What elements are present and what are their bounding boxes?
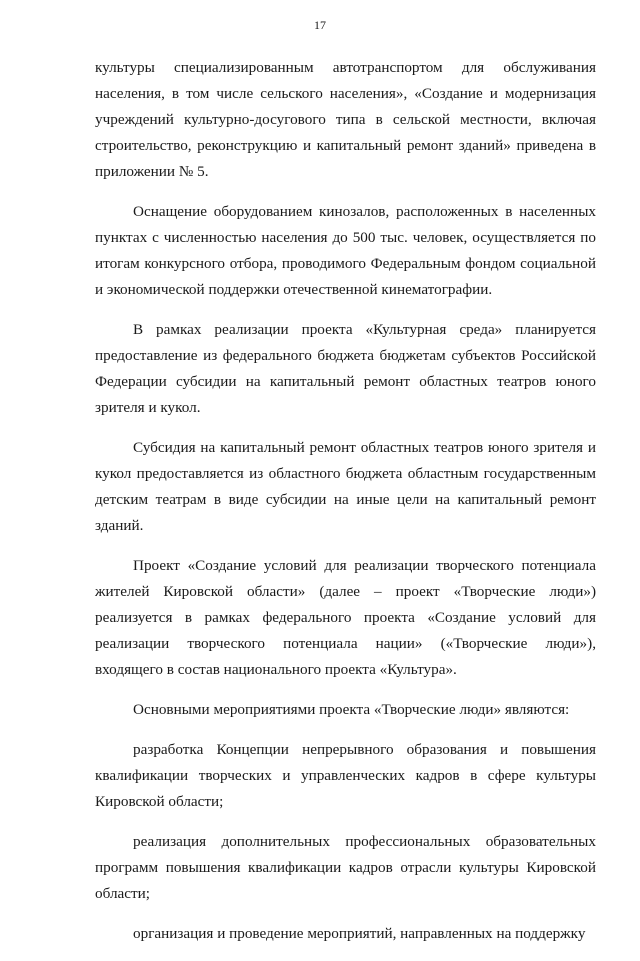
paragraph-theater-subsidy: Субсидия на капитальный ремонт областных театров юного зрителя и кукол предоставляется из областного бюджета областным государственным детским театрам в виде субсидии на иные цели на капитальный ремонт зданий.: [95, 439, 596, 534]
paragraph-main-activities-intro: Основными мероприятиями проекта «Творческие люди» являются:: [133, 701, 570, 718]
list-item-training-programs: реализация дополнительных профессиональных образовательных программ повышения квалификации кадров отрасли культуры Кировской области;: [95, 833, 596, 902]
paragraph-cinema-equipment: Оснащение оборудованием кинозалов, расположенных в населенных пунктах с численностью населения до 500 тыс. человек, осуществляется по итогам конкурсного отбора, проводимого Федеральным фондом социальной и экономической поддержки отечественной кинематографии.: [95, 203, 596, 298]
paragraph-creative-people-project: Проект «Создание условий для реализации творческого потенциала жителей Кировской области» (далее – проект «Творческие люди») реализуется в рамках федерального проекта «Создание условий для реализации творческого потенциала нации» («Творческие люди»), входящего в состав национального проекта «Культура».: [95, 557, 596, 678]
list-item-concept-development: разработка Концепции непрерывного образования и повышения квалификации творческих и управленческих кадров в сфере культуры Кировской области;: [95, 741, 596, 810]
list-item-events-organization: организация и проведение мероприятий, направленных на поддержку: [133, 925, 586, 942]
document-body: [95, 55, 596, 961]
paragraph-cultural-environment: В рамках реализации проекта «Культурная среда» планируется предоставление из федерального бюджета бюджетам субъектов Российской Федерации субсидии на капитальный ремонт областных театров юного зрителя и кукол.: [95, 321, 596, 416]
page-number: 17: [314, 18, 326, 32]
paragraph-continuation: культуры специализированным автотранспортом для обслуживания населения, в том числе сельского населения», «Создание и модернизация учреждений культурно-досугового типа в сельской местности, включая строительство, реконструкцию и капитальный ремонт зданий» приведена в приложении № 5.: [95, 59, 596, 180]
